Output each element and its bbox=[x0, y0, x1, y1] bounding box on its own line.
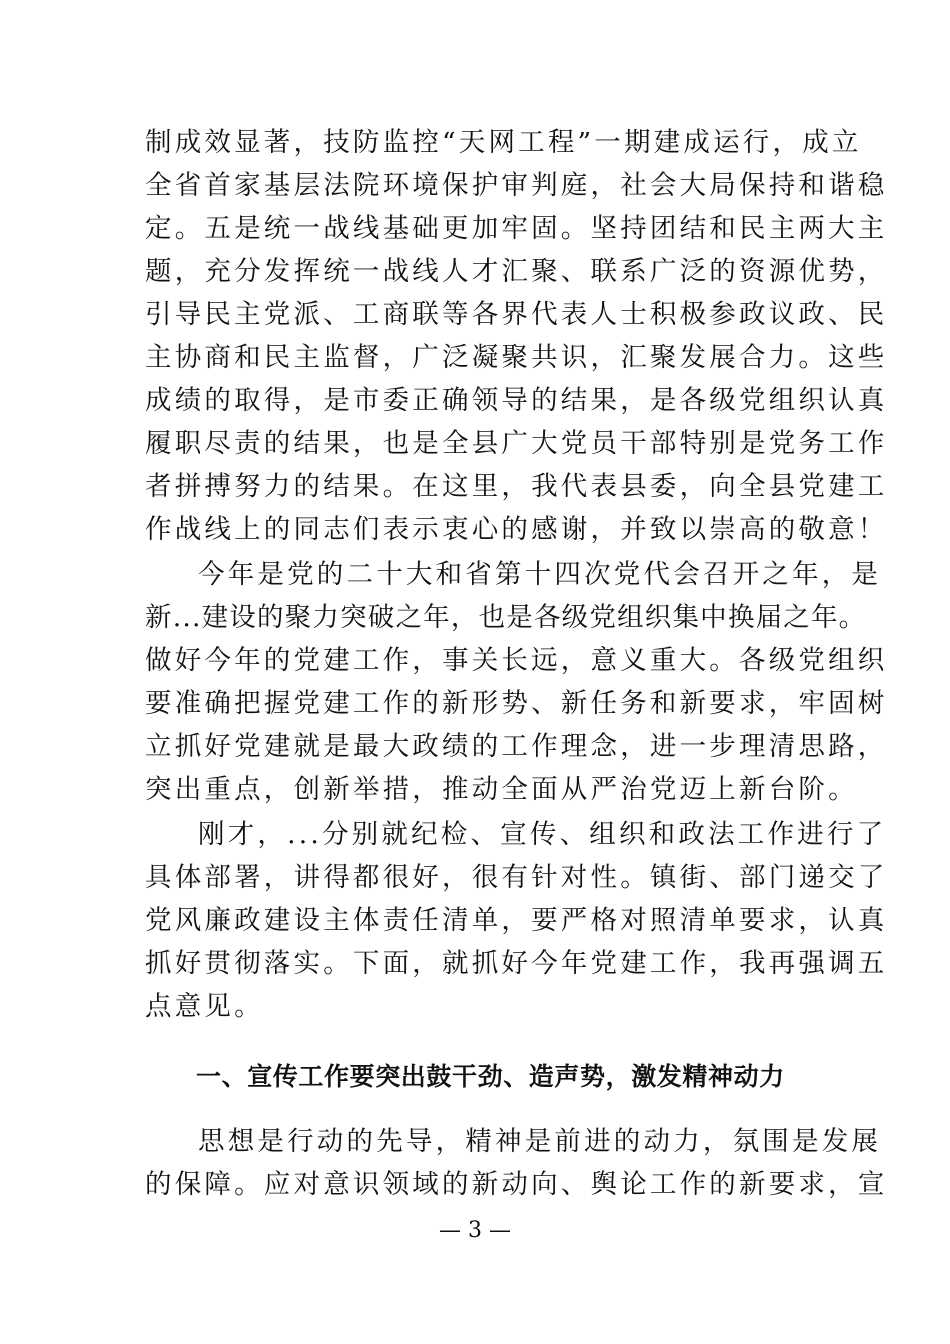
body-text-line: 点意见。 bbox=[145, 991, 264, 1022]
body-text-line: 党风廉政建设主体责任清单，要严格对照清单要求，认真 bbox=[145, 905, 888, 936]
paragraph-first-line: 思想是行动的先导，精神是前进的动力，氛围是发展 bbox=[198, 1126, 882, 1157]
paragraph-first-line: 今年是党的二十大和省第十四次党代会召开之年，是 bbox=[198, 559, 882, 590]
section-heading: 一、宣传工作要突出鼓干劲、造声势，激发精神动力 bbox=[196, 1062, 785, 1091]
body-text-line: 主协商和民主监督，广泛凝聚共识，汇聚发展合力。这些 bbox=[145, 342, 888, 373]
body-text-line: 制成效显著，技防监控“天网工程”一期建成运行，成立 bbox=[145, 127, 862, 158]
body-text-line: 立抓好党建就是最大政绩的工作理念，进一步理清思路， bbox=[145, 731, 888, 762]
body-text-line: 具体部署，讲得都很好，很有针对性。镇街、部门递交了 bbox=[145, 862, 888, 893]
body-text-line: 要准确把握党建工作的新形势、新任务和新要求，牢固树 bbox=[145, 688, 888, 719]
body-text-line: 成绩的取得，是市委正确领导的结果，是各级党组织认真 bbox=[145, 385, 888, 416]
body-text-line: 履职尽责的结果，也是全县广大党员干部特别是党务工作 bbox=[145, 428, 888, 459]
body-text-line: 定。五是统一战线基础更加牢固。坚持团结和民主两大主 bbox=[145, 213, 888, 244]
page-number: — 3 — bbox=[439, 1218, 511, 1243]
body-text-line: 新...建设的聚力突破之年，也是各级党组织集中换届之年。 bbox=[145, 602, 867, 633]
body-text-line: 作战线上的同志们表示衷心的感谢，并致以崇高的敬意！ bbox=[145, 514, 888, 545]
body-text-line: 引导民主党派、工商联等各界代表人士积极参政议政、民 bbox=[145, 299, 888, 330]
body-text-line: 者拼搏努力的结果。在这里，我代表县委，向全县党建工 bbox=[145, 471, 888, 502]
body-text-line: 全省首家基层法院环境保护审判庭，社会大局保持和谐稳 bbox=[145, 170, 888, 201]
body-text-line: 的保障。应对意识领域的新动向、舆论工作的新要求，宣 bbox=[145, 1169, 888, 1200]
body-text-line: 做好今年的党建工作，事关长远，意义重大。各级党组织 bbox=[145, 645, 888, 676]
body-text-line: 抓好贯彻落实。下面，就抓好今年党建工作，我再强调五 bbox=[145, 948, 888, 979]
body-text-line: 突出重点，创新举措，推动全面从严治党迈上新台阶。 bbox=[145, 774, 858, 805]
body-text-line: 题，充分发挥统一战线人才汇聚、联系广泛的资源优势， bbox=[145, 256, 888, 287]
paragraph-first-line: 刚才，...分别就纪检、宣传、组织和政法工作进行了 bbox=[198, 819, 887, 850]
